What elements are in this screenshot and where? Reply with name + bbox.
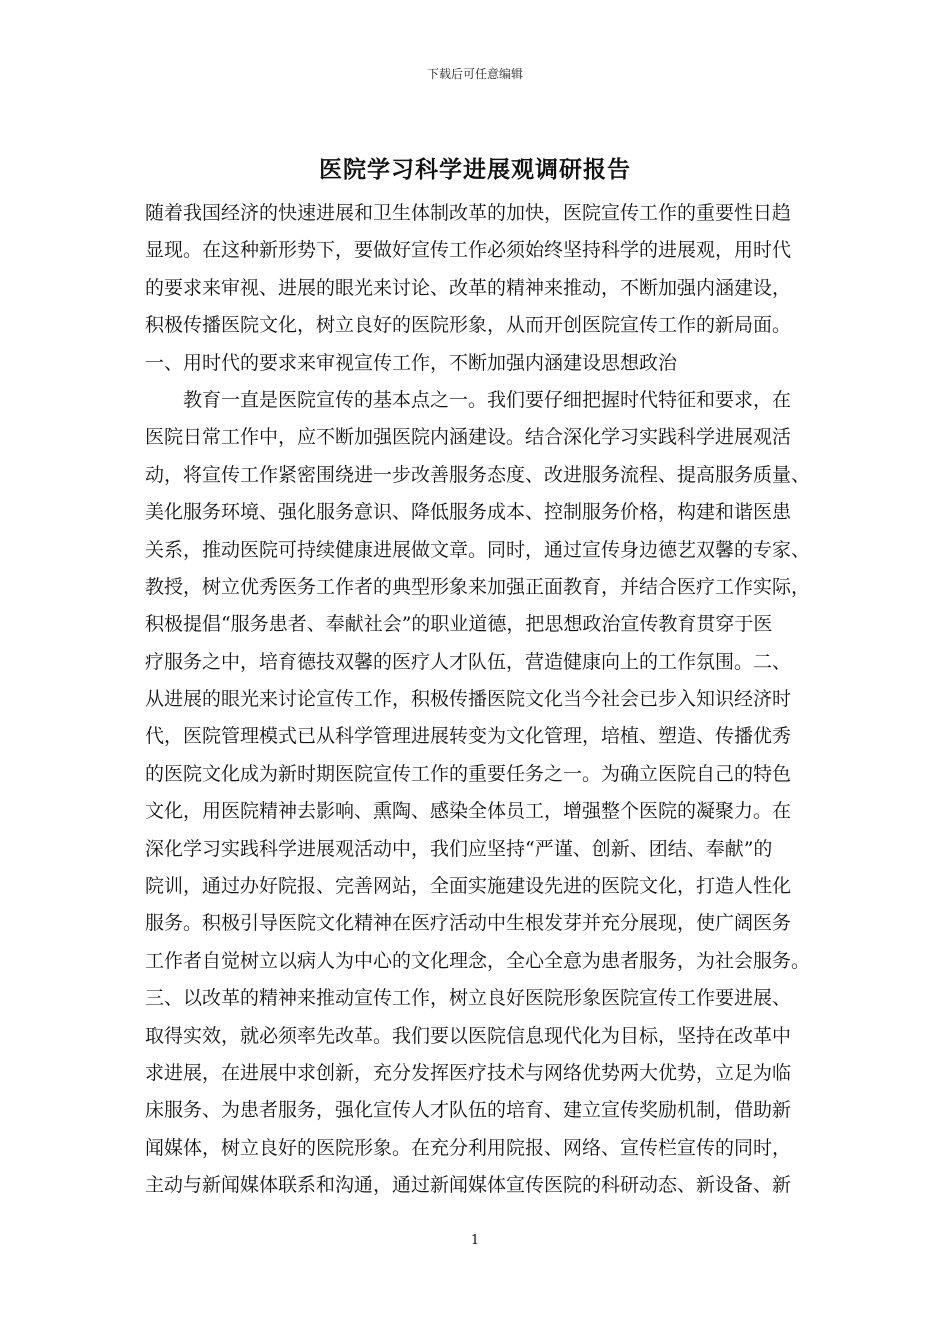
body-line: 求进展，在进展中求创新，充分发挥医疗技术与网络优势两大优势，立足为临 bbox=[145, 1061, 792, 1084]
body-line: 三、以改革的精神来推动宣传工作，树立良好医院形象医院宣传工作要进展、 bbox=[145, 987, 792, 1010]
body-line: 从进展的眼光来讨论宣传工作，积极传播医院文化当今社会已步入知识经济时 bbox=[145, 688, 792, 711]
body-line: 关系，推动医院可持续健康进展做文章。同时，通过宣传身边德艺双馨的专家、 bbox=[145, 538, 811, 561]
body-line: 教授，树立优秀医务工作者的典型形象来加强正面教育，并结合医疗工作实际， bbox=[145, 575, 811, 598]
body-line: 的医院文化成为新时期医院宣传工作的重要任务之一。为确立医院自己的特色 bbox=[145, 762, 792, 785]
body-line: 深化学习实践科学进展观活动中，我们应坚持“严谨、创新、团结、奉献”的 bbox=[145, 837, 773, 860]
body-line: 积极提倡“服务患者、奉献社会”的职业道德，把思想政治宣传教育贯穿于医 bbox=[145, 613, 773, 636]
body-line: 的要求来审视、进展的眼光来讨论、改革的精神来推动，不断加强内涵建设， bbox=[145, 276, 792, 299]
body-line: 美化服务环境、强化服务意识、降低服务成本、控制服务价格，构建和谐医患 bbox=[145, 501, 792, 524]
document-title: 医院学习科学进展观调研报告 bbox=[319, 156, 631, 183]
body-line: 积极传播医院文化，树立良好的医院形象，从而开创医院宣传工作的新局面。 bbox=[145, 314, 792, 337]
body-line: 闻媒体，树立良好的医院形象。在充分利用院报、网络、宣传栏宣传的同时， bbox=[145, 1136, 792, 1159]
section-heading-line: 一、用时代的要求来审视宣传工作，不断加强内涵建设思想政治 bbox=[145, 351, 678, 374]
body-line: 疗服务之中，培育德技双馨的医疗人才队伍，营造健康向上的工作氛围。二、 bbox=[145, 650, 792, 673]
document-body bbox=[145, 200, 820, 1210]
page-number: 1 bbox=[470, 1233, 480, 1248]
body-line: 院训，通过办好院报、完善网站，全面实施建设先进的医院文化，打造人性化 bbox=[145, 875, 792, 898]
body-line: 主动与新闻媒体联系和沟通，通过新闻媒体宣传医院的科研动态、新设备、新 bbox=[145, 1174, 792, 1197]
body-line: 动，将宣传工作紧密围绕进一步改善服务态度、改进服务流程、提高服务质量、 bbox=[145, 463, 811, 486]
body-line: 服务。积极引导医院文化精神在医疗活动中生根发芽并充分展现，使广阔医务 bbox=[145, 912, 792, 935]
body-line: 工作者自觉树立以病人为中心的文化理念，全心全意为患者服务，为社会服务。 bbox=[145, 949, 811, 972]
body-line: 随着我国经济的快速进展和卫生体制改革的加快，医院宣传工作的重要性日趋 bbox=[145, 202, 792, 224]
body-line: 显现。在这种新形势下，要做好宣传工作必须始终坚持科学的进展观，用时代 bbox=[145, 239, 792, 262]
body-line: 医院日常工作中，应不断加强医院内涵建设。结合深化学习实践科学进展观活 bbox=[145, 426, 792, 449]
body-line: 代，医院管理模式已从科学管理进展转变为文化管理，培植、塑造、传播优秀 bbox=[145, 725, 792, 748]
body-line: 教育一直是医院宣传的基本点之一。我们要仔细把握时代特征和要求，在 bbox=[183, 388, 792, 411]
page-header-note: 下载后可任意编辑 bbox=[426, 67, 523, 81]
body-line: 取得实效，就必须率先改革。我们要以医院信息现代化为目标，坚持在改革中 bbox=[145, 1024, 792, 1047]
body-line: 床服务、为患者服务，强化宣传人才队伍的培育、建立宣传奖励机制，借助新 bbox=[145, 1099, 792, 1122]
body-line: 文化，用医院精神去影响、熏陶、感染全体员工，增强整个医院的凝聚力。在 bbox=[145, 800, 792, 823]
